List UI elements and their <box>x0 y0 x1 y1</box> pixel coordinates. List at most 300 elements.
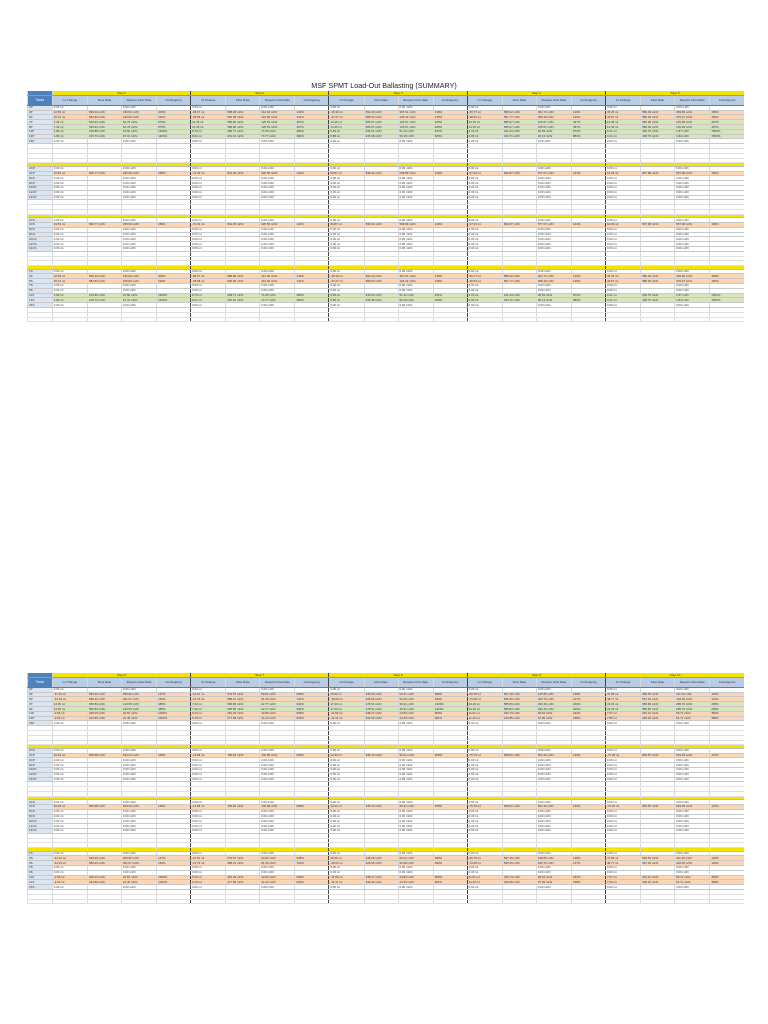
require-flow-rate-cell: 0.00 mt/hr <box>260 809 295 814</box>
mt-change-cell: 0.00 mt <box>191 800 226 805</box>
flow-rate-cell: 549.32 mt/hr <box>88 125 122 130</box>
require-flow-rate-cell: 0.00 mt/hr <box>121 687 156 692</box>
require-flow-rate-cell: 26.13 mt/hr <box>536 298 571 303</box>
require-flow-rate-cell: 0.00 mt/hr <box>398 870 433 875</box>
flow-rate-cell: 831.35 mt/hr <box>226 171 260 176</box>
require-flow-rate-cell: 0.00 mt/hr <box>260 828 295 833</box>
require-flow-rate-cell: 0.00 mt/hr <box>398 303 433 308</box>
require-flow-rate-cell: 0.00 mt/hr <box>260 870 295 875</box>
mt-change-cell: 0.00 mt <box>52 721 87 726</box>
mt-change-cell: 45.25 mt <box>605 110 640 115</box>
require-flow-rate-cell: 0.00 mt/hr <box>675 768 710 773</box>
flow-rate-cell: 585.83 mt/hr <box>641 702 675 707</box>
flow-rate-cell: 588.08 mt/hr <box>226 110 260 115</box>
require-flow-rate-cell: 97.99 mt/hr <box>536 716 571 721</box>
contingency-cell: 134% <box>295 171 329 176</box>
mt-change-cell: 0.00 mt <box>467 758 502 763</box>
mt-change-cell: 0.00 mt <box>329 176 364 181</box>
flow-rate-cell: 586.92 mt/hr <box>502 110 536 115</box>
tank-name: 3P <box>28 692 53 697</box>
require-flow-rate-cell: 196.52 mt/hr <box>121 274 156 279</box>
blank-row <box>28 317 745 322</box>
mt-change-cell: 0.00 mt <box>52 768 87 773</box>
require-flow-rate-cell: 0.00 mt/hr <box>675 763 710 768</box>
flow-rate-cell: 238.27 mt/hr <box>364 875 398 880</box>
require-flow-rate-cell: 0.00 mt/hr <box>260 218 295 223</box>
contingency-cell: 149% <box>433 274 467 279</box>
flow-rate-cell: 277.58 mt/hr <box>226 716 260 721</box>
mt-change-cell: 25.31 mt <box>52 279 87 284</box>
flow-rate-cell: 790.81 mt/hr <box>226 753 260 758</box>
mt-change-cell: -10.61 mt <box>191 692 226 697</box>
require-flow-rate-cell: 0.00 mt/hr <box>536 721 571 726</box>
tank-name: 14CP <box>28 777 53 782</box>
mt-change-cell: 0.00 mt <box>191 865 226 870</box>
flow-rate-cell: 597.18 mt/hr <box>502 692 536 697</box>
contingency-cell: 149% <box>433 110 467 115</box>
mt-change-cell: 0.00 mt <box>52 800 87 805</box>
column-header: Flow Rate <box>641 678 675 688</box>
require-flow-rate-cell: 26.13 mt/hr <box>536 134 571 139</box>
tank-name: 4CP <box>28 171 53 176</box>
require-flow-rate-cell: 125.97 mt/hr <box>398 120 433 125</box>
column-header: mt Change <box>191 678 226 688</box>
tank-name: 5P <box>28 697 53 702</box>
require-flow-rate-cell: 534.23 mt/hr <box>121 805 156 810</box>
contingency-cell: 628% <box>295 711 329 716</box>
flow-rate-cell: 585.80 mt/hr <box>226 120 260 125</box>
require-flow-rate-cell: 0.00 mt/hr <box>536 218 571 223</box>
require-flow-rate-cell: 419.90 mt/hr <box>260 279 295 284</box>
mt-change-cell: 0.00 mt <box>605 176 640 181</box>
tank-name: 2CP <box>28 748 53 753</box>
mt-change-cell: -72.40 mt <box>191 171 226 176</box>
require-flow-rate-cell: 196.52 mt/hr <box>121 110 156 115</box>
require-flow-rate-cell: 0.00 mt/hr <box>536 166 571 171</box>
require-flow-rate-cell: 81.45 mt/hr <box>260 697 295 702</box>
contingency-cell: 355% <box>433 805 467 810</box>
require-flow-rate-cell: 0.00 mt/hr <box>398 242 433 247</box>
require-flow-rate-cell: 120.55 mt/hr <box>121 707 156 712</box>
contingency-cell: 140% <box>433 171 467 176</box>
mt-change-cell: 0.00 mt <box>191 748 226 753</box>
require-flow-rate-cell: 56.28 mt/hr <box>398 697 433 702</box>
require-flow-rate-cell: 183.73 mt/hr <box>536 697 571 702</box>
contingency-cell: 7003% <box>710 134 744 139</box>
mt-change-cell: 0.00 mt <box>329 283 364 288</box>
mt-change-cell: -2.66 mt <box>52 711 87 716</box>
mt-change-cell: 0.00 mt <box>191 237 226 242</box>
tanks-header: Tanks <box>28 678 53 688</box>
column-header: mt Change <box>329 96 364 106</box>
require-flow-rate-cell: 0.00 mt/hr <box>675 166 710 171</box>
require-flow-rate-cell: 0.00 mt/hr <box>675 227 710 232</box>
require-flow-rate-cell: 0.00 mt/hr <box>675 748 710 753</box>
mt-change-cell: 0.00 mt <box>605 227 640 232</box>
tank-name: 12CS <box>28 824 53 829</box>
tank-name: 6CS <box>28 227 53 232</box>
mt-change-cell: 0.00 mt <box>52 246 87 251</box>
require-flow-rate-cell: 0.00 mt/hr <box>398 232 433 237</box>
tank-name: 2CS <box>28 218 53 223</box>
column-header-row <box>28 678 745 688</box>
mt-change-cell: 11.43 mt <box>467 880 502 885</box>
contingency-cell: 467% <box>710 125 744 130</box>
contingency-cell: 1000% <box>157 875 191 880</box>
contingency-cell: 946% <box>295 702 329 707</box>
mt-change-cell: 0.00 mt <box>467 237 502 242</box>
require-flow-rate-cell: 361.97 mt/hr <box>121 861 156 866</box>
mt-change-cell: 0.00 mt <box>191 186 226 191</box>
mt-change-cell: 0.00 mt <box>52 218 87 223</box>
flow-rate-cell: 592.20 mt/hr <box>364 110 398 115</box>
mt-change-cell: 7.32 mt <box>191 707 226 712</box>
mt-change-cell: 0.00 mt <box>467 777 502 782</box>
require-flow-rate-cell: 63.21 mt/hr <box>398 692 433 697</box>
require-flow-rate-cell: 0.00 mt/hr <box>398 768 433 773</box>
contingency-cell: 200% <box>572 702 606 707</box>
mt-change-cell: 48.77 mt <box>605 861 640 866</box>
contingency-cell: 7003% <box>710 129 744 134</box>
contingency-cell: 137% <box>710 753 744 758</box>
mt-change-cell: 0.00 mt <box>467 721 502 726</box>
tank-name: 3P <box>28 110 53 115</box>
require-flow-rate-cell: 0.00 mt/hr <box>675 772 710 777</box>
flow-rate-cell: 848.51 mt/hr <box>502 805 536 810</box>
flow-rate-cell: 231.23 mt/hr <box>502 129 536 134</box>
mt-change-cell: -39.00 mt <box>329 861 364 866</box>
contingency-cell: 150% <box>710 171 744 176</box>
mt-change-cell: 69.87 mt <box>329 223 364 228</box>
require-flow-rate-cell: 90.92 mt/hr <box>260 692 295 697</box>
mt-change-cell: 0.00 mt <box>467 763 502 768</box>
require-flow-rate-cell: 369.80 mt/hr <box>675 110 710 115</box>
require-flow-rate-cell: 0.00 mt/hr <box>536 851 571 856</box>
mt-change-cell: 0.00 mt <box>329 768 364 773</box>
contingency-cell: 390% <box>295 129 329 134</box>
flow-rate-cell: 590.10 mt/hr <box>88 274 122 279</box>
mt-change-cell: 1.83 mt <box>52 129 87 134</box>
require-flow-rate-cell: 0.00 mt/hr <box>260 166 295 171</box>
require-flow-rate-cell: 44.80 mt/hr <box>260 711 295 716</box>
require-flow-rate-cell: 146.98 mt/hr <box>260 753 295 758</box>
require-flow-rate-cell: 0.00 mt/hr <box>675 814 710 819</box>
contingency-cell: 137% <box>710 805 744 810</box>
require-flow-rate-cell: 412.00 mt/hr <box>260 274 295 279</box>
flow-rate-cell: 829.77 mt/hr <box>88 171 122 176</box>
flow-rate-cell: 585.83 mt/hr <box>641 707 675 712</box>
require-flow-rate-cell: 146.98 mt/hr <box>260 805 295 810</box>
require-flow-rate-cell: 402.73 mt/hr <box>536 274 571 279</box>
require-flow-rate-cell: 295.99 mt/hr <box>121 223 156 228</box>
column-header: Require Flow Rate <box>536 96 571 106</box>
require-flow-rate-cell: 534.23 mt/hr <box>121 753 156 758</box>
flow-rate-cell: 832.87 mt/hr <box>502 171 536 176</box>
contingency-cell: 392% <box>433 861 467 866</box>
require-flow-rate-cell: 293.15 mt/hr <box>536 702 571 707</box>
flow-rate-cell: 839.87 mt/hr <box>641 753 675 758</box>
tank-name: 1S <box>28 851 53 856</box>
require-flow-rate-cell: 0.00 mt/hr <box>536 758 571 763</box>
mt-change-cell: 0.00 mt <box>329 800 364 805</box>
require-flow-rate-cell: 0.00 mt/hr <box>536 288 571 293</box>
mt-change-cell: -68.07 mt <box>191 110 226 115</box>
mt-change-cell: 7.32 mt <box>191 702 226 707</box>
contingency-cell: 143% <box>295 274 329 279</box>
mt-change-cell: 0.00 mt <box>329 237 364 242</box>
contingency-cell: 961% <box>433 716 467 721</box>
require-flow-rate-cell: 51.12 mt/hr <box>398 293 433 298</box>
contingency-cell: 467% <box>295 120 329 125</box>
flow-rate-cell: 235.38 mt/hr <box>364 298 398 303</box>
mt-change-cell: 0.00 mt <box>191 283 226 288</box>
require-flow-rate-cell: 0.00 mt/hr <box>398 885 433 890</box>
require-flow-rate-cell: 0.00 mt/hr <box>398 269 433 274</box>
contingency-cell: 1315% <box>433 707 467 712</box>
mt-change-cell: -11.59 mt <box>329 711 364 716</box>
require-flow-rate-cell: 0.00 mt/hr <box>121 758 156 763</box>
tank-name: 11S <box>28 293 53 298</box>
require-flow-rate-cell: 0.00 mt/hr <box>675 809 710 814</box>
tank-name: 2CP <box>28 166 53 171</box>
mt-change-cell: 0.00 mt <box>467 851 502 856</box>
require-flow-rate-cell: 56.28 mt/hr <box>398 861 433 866</box>
tank-name: 9P <box>28 125 53 130</box>
mt-change-cell: 69.87 mt <box>329 171 364 176</box>
mt-change-cell: -67.33 mt <box>467 223 502 228</box>
mt-change-cell: 0.00 mt <box>467 772 502 777</box>
flow-rate-cell: 228.15 mt/hr <box>88 711 122 716</box>
require-flow-rate-cell: 0.00 mt/hr <box>121 768 156 773</box>
require-flow-rate-cell: 15.60 mt/hr <box>121 129 156 134</box>
require-flow-rate-cell: 125.57 mt/hr <box>536 125 571 130</box>
flow-rate-cell: 585.83 mt/hr <box>88 702 122 707</box>
mt-change-cell: 1.80 mt <box>52 298 87 303</box>
mt-change-cell: 0.00 mt <box>467 269 502 274</box>
flow-rate-cell: 230.73 mt/hr <box>502 875 536 880</box>
require-flow-rate-cell: 0.00 mt/hr <box>398 190 433 195</box>
flow-rate-cell: 230.75 mt/hr <box>641 129 675 134</box>
flow-rate-cell: 588.21 mt/hr <box>226 697 260 702</box>
require-flow-rate-cell: 50.18 mt/hr <box>398 134 433 139</box>
require-flow-rate-cell: 0.00 mt/hr <box>536 232 571 237</box>
mt-change-cell: 0.00 mt <box>329 772 364 777</box>
mt-change-cell: 34.53 mt <box>52 171 87 176</box>
require-flow-rate-cell: 419.90 mt/hr <box>260 115 295 120</box>
tank-name: 8CS <box>28 814 53 819</box>
require-flow-rate-cell: 0.00 mt/hr <box>675 800 710 805</box>
mt-change-cell: 0.00 mt <box>605 828 640 833</box>
mt-change-cell: 0.00 mt <box>329 190 364 195</box>
require-flow-rate-cell: 598.89 mt/hr <box>398 223 433 228</box>
step-label: Step 10 <box>605 673 744 678</box>
mt-change-cell: 14.45 mt <box>467 120 502 125</box>
require-flow-rate-cell: 398.19 mt/hr <box>536 279 571 284</box>
contingency-cell: 140% <box>433 223 467 228</box>
require-flow-rate-cell: 0.00 mt/hr <box>121 139 156 144</box>
require-flow-rate-cell: 0.00 mt/hr <box>398 721 433 726</box>
mt-change-cell: 0.00 mt <box>191 269 226 274</box>
mt-change-cell: 0.00 mt <box>329 303 364 308</box>
mt-change-cell: 0.00 mt <box>605 748 640 753</box>
mt-change-cell: 45.25 mt <box>605 274 640 279</box>
contingency-cell: 156% <box>710 279 744 284</box>
require-flow-rate-cell: 0.00 mt/hr <box>398 283 433 288</box>
require-flow-rate-cell: 22.45 mt/hr <box>121 716 156 721</box>
mt-change-cell: 0.00 mt <box>329 819 364 824</box>
require-flow-rate-cell: 0.00 mt/hr <box>398 758 433 763</box>
mt-change-cell: -15.79 mt <box>191 697 226 702</box>
require-flow-rate-cell: 0.00 mt/hr <box>536 139 571 144</box>
contingency-cell: 465% <box>433 125 467 130</box>
column-header: Require Flow Rate <box>398 678 433 688</box>
require-flow-rate-cell: 0.00 mt/hr <box>536 190 571 195</box>
require-flow-rate-cell: 0.00 mt/hr <box>398 819 433 824</box>
require-flow-rate-cell: 62.77 mt/hr <box>260 702 295 707</box>
flow-rate-cell: 595.86 mt/hr <box>226 707 260 712</box>
flow-rate-cell: 224.89 mt/hr <box>88 880 122 885</box>
require-flow-rate-cell: 0.00 mt/hr <box>260 232 295 237</box>
column-header: mt Change <box>605 96 640 106</box>
contingency-cell: 141% <box>295 279 329 284</box>
require-flow-rate-cell: 0.00 mt/hr <box>536 772 571 777</box>
tank-name: 13P <box>28 716 53 721</box>
flow-rate-cell: 597.18 mt/hr <box>502 856 536 861</box>
require-flow-rate-cell: 0.00 mt/hr <box>260 721 295 726</box>
contingency-cell: 368% <box>710 716 744 721</box>
mt-change-cell: 0.00 mt <box>191 763 226 768</box>
contingency-cell: 146% <box>710 856 744 861</box>
flow-rate-cell: 238.28 mt/hr <box>364 856 398 861</box>
mt-change-cell: 1.80 mt <box>52 134 87 139</box>
require-flow-rate-cell: 0.00 mt/hr <box>536 687 571 692</box>
require-flow-rate-cell: 0.00 mt/hr <box>260 190 295 195</box>
flow-rate-cell: 848.51 mt/hr <box>502 753 536 758</box>
require-flow-rate-cell: 0.00 mt/hr <box>121 865 156 870</box>
tank-name: 13P <box>28 134 53 139</box>
flow-rate-cell: 586.39 mt/hr <box>641 110 675 115</box>
require-flow-rate-cell: 0.00 mt/hr <box>121 269 156 274</box>
mt-change-cell: -42.23 mt <box>52 697 87 702</box>
require-flow-rate-cell: 0.00 mt/hr <box>675 865 710 870</box>
mt-change-cell: 0.00 mt <box>329 186 364 191</box>
mt-change-cell: 0.00 mt <box>467 139 502 144</box>
mt-change-cell: 7.67 mt <box>605 875 640 880</box>
flow-rate-cell: 178.54 mt/hr <box>364 702 398 707</box>
mt-change-cell: -13.98 mt <box>191 753 226 758</box>
contingency-cell: 722% <box>295 697 329 702</box>
flow-rate-cell: 585.83 mt/hr <box>502 702 536 707</box>
mt-change-cell: 0.00 mt <box>191 176 226 181</box>
mt-change-cell: 0.00 mt <box>52 819 87 824</box>
require-flow-rate-cell: 90.92 mt/hr <box>260 856 295 861</box>
tank-name: 2P <box>28 687 53 692</box>
require-flow-rate-cell: 0.00 mt/hr <box>260 288 295 293</box>
contingency-cell: 156% <box>710 115 744 120</box>
flow-rate-cell: 232.85 mt/hr <box>502 880 536 885</box>
mt-change-cell: 7.55 mt <box>605 716 640 721</box>
require-flow-rate-cell: 44.12 mt/hr <box>260 880 295 885</box>
require-flow-rate-cell: 64.71 mt/hr <box>675 880 710 885</box>
require-flow-rate-cell: 0.00 mt/hr <box>398 105 433 110</box>
flow-rate-cell: 234.92 mt/hr <box>364 880 398 885</box>
require-flow-rate-cell: 1.84 mt/hr <box>675 134 710 139</box>
require-flow-rate-cell: 125.53 mt/hr <box>260 120 295 125</box>
mt-change-cell: 0.00 mt <box>605 166 640 171</box>
flow-rate-cell: 790.81 mt/hr <box>226 805 260 810</box>
require-flow-rate-cell: 22.45 mt/hr <box>121 880 156 885</box>
step-label: Step 4 <box>467 91 605 96</box>
flow-rate-cell: 585.97 mt/hr <box>364 125 398 130</box>
contingency-cell: 1409% <box>157 293 191 298</box>
contingency-cell: 167% <box>157 692 191 697</box>
mt-change-cell: 0.00 mt <box>52 763 87 768</box>
require-flow-rate-cell: 0.00 mt/hr <box>675 232 710 237</box>
require-flow-rate-cell: 577.07 mt/hr <box>536 171 571 176</box>
mt-change-cell: -75.76 mt <box>467 753 502 758</box>
require-flow-rate-cell: 0.00 mt/hr <box>260 824 295 829</box>
mt-change-cell: 0.00 mt <box>329 809 364 814</box>
flow-rate-cell: 582.83 mt/hr <box>88 115 122 120</box>
mt-change-cell: 0.00 mt <box>329 139 364 144</box>
mt-change-cell: 0.00 mt <box>605 777 640 782</box>
contingency-cell: 382% <box>295 134 329 139</box>
column-header: Contingency <box>710 96 744 106</box>
mt-change-cell: 11.61 mt <box>467 711 502 716</box>
require-flow-rate-cell: 0.00 mt/hr <box>398 865 433 870</box>
mt-change-cell: 0.00 mt <box>191 246 226 251</box>
mt-change-cell: 0.00 mt <box>52 139 87 144</box>
mt-change-cell: 5.96 mt <box>329 293 364 298</box>
require-flow-rate-cell: 0.00 mt/hr <box>675 885 710 890</box>
tank-name: 13S <box>28 298 53 303</box>
flow-rate-cell: 586.09 mt/hr <box>641 120 675 125</box>
require-flow-rate-cell: 62.77 mt/hr <box>260 707 295 712</box>
mt-change-cell: 0.00 mt <box>605 870 640 875</box>
flow-rate-cell: 238.32 mt/hr <box>641 716 675 721</box>
mt-change-cell: 0.00 mt <box>329 763 364 768</box>
mt-change-cell: 0.00 mt <box>605 721 640 726</box>
mt-change-cell: 0.00 mt <box>329 865 364 870</box>
contingency-cell: 167% <box>157 856 191 861</box>
require-flow-rate-cell: 0.00 mt/hr <box>121 870 156 875</box>
mt-change-cell: 5.88 mt <box>329 298 364 303</box>
mt-change-cell: 34.20 mt <box>467 702 502 707</box>
mt-change-cell: 0.00 mt <box>52 865 87 870</box>
require-flow-rate-cell: 0.00 mt/hr <box>675 283 710 288</box>
mt-change-cell: 0.00 mt <box>52 303 87 308</box>
mt-change-cell: 44.33 mt <box>329 805 364 810</box>
contingency-cell: 232% <box>572 711 606 716</box>
mt-change-cell: 64.99 mt <box>605 171 640 176</box>
require-flow-rate-cell: 22.81 mt/hr <box>121 711 156 716</box>
require-flow-rate-cell: 0.00 mt/hr <box>398 824 433 829</box>
mt-change-cell: 0.00 mt <box>467 885 502 890</box>
require-flow-rate-cell: 63.21 mt/hr <box>398 856 433 861</box>
column-header: Flow Rate <box>364 678 398 688</box>
contingency-cell: 232% <box>572 875 606 880</box>
require-flow-rate-cell: 0.00 mt/hr <box>121 186 156 191</box>
mt-change-cell: -72.40 mt <box>191 223 226 228</box>
mt-change-cell: 0.00 mt <box>605 814 640 819</box>
require-flow-rate-cell: 0.00 mt/hr <box>121 246 156 251</box>
contingency-cell: 303% <box>157 274 191 279</box>
mt-change-cell: 47.96 mt <box>605 856 640 861</box>
mt-change-cell: 5.96 mt <box>329 129 364 134</box>
tank-name: 7S <box>28 865 53 870</box>
mt-change-cell: 43.87 mt <box>605 115 640 120</box>
require-flow-rate-cell: 0.00 mt/hr <box>121 288 156 293</box>
